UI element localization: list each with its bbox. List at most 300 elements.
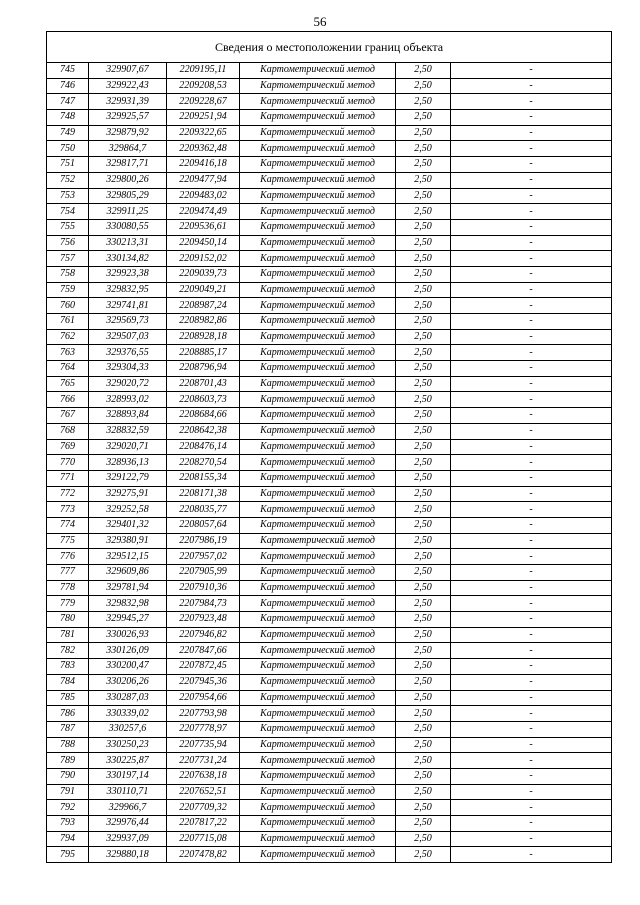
method-cell: Картометрический метод xyxy=(240,94,396,110)
accuracy-cell: 2,50 xyxy=(396,580,451,596)
table-title: Сведения о местоположении границ объекта xyxy=(47,32,612,63)
point-number-cell: 766 xyxy=(47,392,89,408)
note-cell: - xyxy=(451,298,612,314)
method-cell: Картометрический метод xyxy=(240,612,396,628)
note-cell: - xyxy=(451,157,612,173)
method-cell: Картометрический метод xyxy=(240,847,396,863)
method-cell: Картометрический метод xyxy=(240,266,396,282)
point-number-cell: 749 xyxy=(47,125,89,141)
table-row xyxy=(47,455,612,471)
coord-x-cell: 330134,82 xyxy=(89,251,167,267)
method-cell: Картометрический метод xyxy=(240,298,396,314)
table-row xyxy=(47,565,612,581)
accuracy-cell: 2,50 xyxy=(396,188,451,204)
accuracy-cell: 2,50 xyxy=(396,392,451,408)
accuracy-cell: 2,50 xyxy=(396,549,451,565)
accuracy-cell: 2,50 xyxy=(396,282,451,298)
coord-y-cell: 2209416,18 xyxy=(167,157,240,173)
note-cell: - xyxy=(451,455,612,471)
coord-y-cell: 2208982,86 xyxy=(167,314,240,330)
coord-y-cell: 2207945,36 xyxy=(167,674,240,690)
note-cell: - xyxy=(451,643,612,659)
coord-y-cell: 2209362,48 xyxy=(167,141,240,157)
method-cell: Картометрический метод xyxy=(240,596,396,612)
note-cell: - xyxy=(451,721,612,737)
note-cell: - xyxy=(451,423,612,439)
point-number-cell: 790 xyxy=(47,768,89,784)
table-row xyxy=(47,784,612,800)
table-row xyxy=(47,596,612,612)
point-number-cell: 775 xyxy=(47,533,89,549)
method-cell: Картометрический метод xyxy=(240,549,396,565)
table-row xyxy=(47,204,612,220)
point-number-cell: 756 xyxy=(47,235,89,251)
coord-x-cell: 329864,7 xyxy=(89,141,167,157)
note-cell: - xyxy=(451,361,612,377)
point-number-cell: 760 xyxy=(47,298,89,314)
table-row xyxy=(47,831,612,847)
point-number-cell: 770 xyxy=(47,455,89,471)
method-cell: Картометрический метод xyxy=(240,78,396,94)
point-number-cell: 789 xyxy=(47,753,89,769)
point-number-cell: 761 xyxy=(47,314,89,330)
accuracy-cell: 2,50 xyxy=(396,266,451,282)
coord-x-cell: 329879,92 xyxy=(89,125,167,141)
coord-y-cell: 2207817,22 xyxy=(167,816,240,832)
coord-x-cell: 328893,84 xyxy=(89,408,167,424)
table-row xyxy=(47,659,612,675)
accuracy-cell: 2,50 xyxy=(396,753,451,769)
note-cell: - xyxy=(451,706,612,722)
method-cell: Картометрический метод xyxy=(240,643,396,659)
method-cell: Картометрический метод xyxy=(240,737,396,753)
coord-x-cell: 329020,72 xyxy=(89,376,167,392)
method-cell: Картометрический метод xyxy=(240,816,396,832)
point-number-cell: 764 xyxy=(47,361,89,377)
coord-y-cell: 2209483,02 xyxy=(167,188,240,204)
table-row xyxy=(47,345,612,361)
coord-y-cell: 2209474,49 xyxy=(167,204,240,220)
method-cell: Картометрический метод xyxy=(240,251,396,267)
coord-x-cell: 329817,71 xyxy=(89,157,167,173)
method-cell: Картометрический метод xyxy=(240,674,396,690)
coord-x-cell: 329923,38 xyxy=(89,266,167,282)
accuracy-cell: 2,50 xyxy=(396,565,451,581)
point-number-cell: 784 xyxy=(47,674,89,690)
coord-x-cell: 329512,15 xyxy=(89,549,167,565)
note-cell: - xyxy=(451,627,612,643)
coord-y-cell: 2207954,66 xyxy=(167,690,240,706)
method-cell: Картометрический метод xyxy=(240,659,396,675)
coord-y-cell: 2208642,38 xyxy=(167,423,240,439)
point-number-cell: 767 xyxy=(47,408,89,424)
coord-x-cell: 329911,25 xyxy=(89,204,167,220)
coord-y-cell: 2207715,08 xyxy=(167,831,240,847)
accuracy-cell: 2,50 xyxy=(396,361,451,377)
point-number-cell: 748 xyxy=(47,110,89,126)
coord-y-cell: 2207793,98 xyxy=(167,706,240,722)
note-cell: - xyxy=(451,502,612,518)
accuracy-cell: 2,50 xyxy=(396,517,451,533)
accuracy-cell: 2,50 xyxy=(396,141,451,157)
coord-y-cell: 2207847,66 xyxy=(167,643,240,659)
accuracy-cell: 2,50 xyxy=(396,298,451,314)
table-row xyxy=(47,78,612,94)
coord-y-cell: 2209208,53 xyxy=(167,78,240,94)
coord-x-cell: 329931,39 xyxy=(89,94,167,110)
method-cell: Картометрический метод xyxy=(240,392,396,408)
note-cell: - xyxy=(451,800,612,816)
method-cell: Картометрический метод xyxy=(240,439,396,455)
coord-y-cell: 2207984,73 xyxy=(167,596,240,612)
accuracy-cell: 2,50 xyxy=(396,455,451,471)
accuracy-cell: 2,50 xyxy=(396,816,451,832)
note-cell: - xyxy=(451,596,612,612)
point-number-cell: 776 xyxy=(47,549,89,565)
point-number-cell: 763 xyxy=(47,345,89,361)
table-row xyxy=(47,219,612,235)
coord-x-cell: 329925,57 xyxy=(89,110,167,126)
note-cell: - xyxy=(451,251,612,267)
note-cell: - xyxy=(451,690,612,706)
method-cell: Картометрический метод xyxy=(240,110,396,126)
table-row xyxy=(47,533,612,549)
table-row xyxy=(47,172,612,188)
coord-x-cell: 329907,67 xyxy=(89,63,167,79)
table-row xyxy=(47,423,612,439)
boundary-table xyxy=(46,31,612,863)
table-row xyxy=(47,800,612,816)
table-row xyxy=(47,674,612,690)
coord-y-cell: 2209049,21 xyxy=(167,282,240,298)
coord-y-cell: 2207923,48 xyxy=(167,612,240,628)
coord-y-cell: 2207957,02 xyxy=(167,549,240,565)
note-cell: - xyxy=(451,78,612,94)
coord-y-cell: 2209536,61 xyxy=(167,219,240,235)
point-number-cell: 746 xyxy=(47,78,89,94)
point-number-cell: 769 xyxy=(47,439,89,455)
accuracy-cell: 2,50 xyxy=(396,125,451,141)
note-cell: - xyxy=(451,94,612,110)
accuracy-cell: 2,50 xyxy=(396,110,451,126)
point-number-cell: 773 xyxy=(47,502,89,518)
table-row xyxy=(47,314,612,330)
accuracy-cell: 2,50 xyxy=(396,439,451,455)
coord-x-cell: 328832,59 xyxy=(89,423,167,439)
coord-y-cell: 2208796,94 xyxy=(167,361,240,377)
accuracy-cell: 2,50 xyxy=(396,643,451,659)
coord-x-cell: 329507,03 xyxy=(89,329,167,345)
coord-x-cell: 329569,73 xyxy=(89,314,167,330)
method-cell: Картометрический метод xyxy=(240,345,396,361)
accuracy-cell: 2,50 xyxy=(396,204,451,220)
method-cell: Картометрический метод xyxy=(240,204,396,220)
accuracy-cell: 2,50 xyxy=(396,659,451,675)
coord-y-cell: 2207735,94 xyxy=(167,737,240,753)
method-cell: Картометрический метод xyxy=(240,502,396,518)
point-number-cell: 757 xyxy=(47,251,89,267)
coord-y-cell: 2207638,18 xyxy=(167,768,240,784)
accuracy-cell: 2,50 xyxy=(396,831,451,847)
coord-y-cell: 2209450,14 xyxy=(167,235,240,251)
accuracy-cell: 2,50 xyxy=(396,314,451,330)
table-row xyxy=(47,157,612,173)
point-number-cell: 786 xyxy=(47,706,89,722)
note-cell: - xyxy=(451,125,612,141)
accuracy-cell: 2,50 xyxy=(396,502,451,518)
coord-x-cell: 330257,6 xyxy=(89,721,167,737)
coord-y-cell: 2208171,38 xyxy=(167,486,240,502)
coord-y-cell: 2207946,82 xyxy=(167,627,240,643)
accuracy-cell: 2,50 xyxy=(396,706,451,722)
method-cell: Картометрический метод xyxy=(240,533,396,549)
coord-x-cell: 329800,26 xyxy=(89,172,167,188)
note-cell: - xyxy=(451,314,612,330)
point-number-cell: 758 xyxy=(47,266,89,282)
point-number-cell: 777 xyxy=(47,565,89,581)
point-number-cell: 791 xyxy=(47,784,89,800)
point-number-cell: 793 xyxy=(47,816,89,832)
table-row xyxy=(47,721,612,737)
point-number-cell: 755 xyxy=(47,219,89,235)
coord-x-cell: 329805,29 xyxy=(89,188,167,204)
coord-x-cell: 330287,03 xyxy=(89,690,167,706)
table-row xyxy=(47,737,612,753)
method-cell: Картометрический метод xyxy=(240,188,396,204)
table-row xyxy=(47,517,612,533)
point-number-cell: 781 xyxy=(47,627,89,643)
coord-y-cell: 2208270,54 xyxy=(167,455,240,471)
method-cell: Картометрический метод xyxy=(240,753,396,769)
coord-x-cell: 329609,86 xyxy=(89,565,167,581)
point-number-cell: 762 xyxy=(47,329,89,345)
coord-x-cell: 330339,02 xyxy=(89,706,167,722)
note-cell: - xyxy=(451,204,612,220)
table-row xyxy=(47,847,612,863)
note-cell: - xyxy=(451,188,612,204)
table-row xyxy=(47,125,612,141)
table-row xyxy=(47,110,612,126)
note-cell: - xyxy=(451,565,612,581)
coord-y-cell: 2208928,18 xyxy=(167,329,240,345)
accuracy-cell: 2,50 xyxy=(396,800,451,816)
point-number-cell: 782 xyxy=(47,643,89,659)
method-cell: Картометрический метод xyxy=(240,565,396,581)
accuracy-cell: 2,50 xyxy=(396,345,451,361)
coord-y-cell: 2209477,94 xyxy=(167,172,240,188)
table-row xyxy=(47,298,612,314)
method-cell: Картометрический метод xyxy=(240,423,396,439)
table-row xyxy=(47,690,612,706)
note-cell: - xyxy=(451,408,612,424)
point-number-cell: 780 xyxy=(47,612,89,628)
coord-y-cell: 2208476,14 xyxy=(167,439,240,455)
note-cell: - xyxy=(451,282,612,298)
table-row xyxy=(47,643,612,659)
note-cell: - xyxy=(451,376,612,392)
point-number-cell: 765 xyxy=(47,376,89,392)
table-row xyxy=(47,627,612,643)
accuracy-cell: 2,50 xyxy=(396,486,451,502)
point-number-cell: 785 xyxy=(47,690,89,706)
note-cell: - xyxy=(451,831,612,847)
coord-y-cell: 2208987,24 xyxy=(167,298,240,314)
note-cell: - xyxy=(451,235,612,251)
coord-y-cell: 2208035,77 xyxy=(167,502,240,518)
note-cell: - xyxy=(451,486,612,502)
point-number-cell: 783 xyxy=(47,659,89,675)
point-number-cell: 787 xyxy=(47,721,89,737)
coord-y-cell: 2208684,66 xyxy=(167,408,240,424)
point-number-cell: 751 xyxy=(47,157,89,173)
method-cell: Картометрический метод xyxy=(240,768,396,784)
note-cell: - xyxy=(451,580,612,596)
method-cell: Картометрический метод xyxy=(240,721,396,737)
note-cell: - xyxy=(451,659,612,675)
point-number-cell: 795 xyxy=(47,847,89,863)
coord-y-cell: 2207478,82 xyxy=(167,847,240,863)
note-cell: - xyxy=(451,674,612,690)
method-cell: Картометрический метод xyxy=(240,63,396,79)
point-number-cell: 750 xyxy=(47,141,89,157)
coord-x-cell: 329122,79 xyxy=(89,470,167,486)
coord-x-cell: 329922,43 xyxy=(89,78,167,94)
method-cell: Картометрический метод xyxy=(240,627,396,643)
coord-x-cell: 329966,7 xyxy=(89,800,167,816)
table-row xyxy=(47,486,612,502)
method-cell: Картометрический метод xyxy=(240,486,396,502)
accuracy-cell: 2,50 xyxy=(396,376,451,392)
coord-y-cell: 2208701,43 xyxy=(167,376,240,392)
accuracy-cell: 2,50 xyxy=(396,784,451,800)
accuracy-cell: 2,50 xyxy=(396,329,451,345)
coord-x-cell: 329880,18 xyxy=(89,847,167,863)
accuracy-cell: 2,50 xyxy=(396,737,451,753)
table-row xyxy=(47,376,612,392)
note-cell: - xyxy=(451,392,612,408)
method-cell: Картометрический метод xyxy=(240,580,396,596)
accuracy-cell: 2,50 xyxy=(396,627,451,643)
method-cell: Картометрический метод xyxy=(240,141,396,157)
coord-x-cell: 330197,14 xyxy=(89,768,167,784)
accuracy-cell: 2,50 xyxy=(396,596,451,612)
table-row xyxy=(47,612,612,628)
method-cell: Картометрический метод xyxy=(240,376,396,392)
coord-y-cell: 2208885,17 xyxy=(167,345,240,361)
note-cell: - xyxy=(451,737,612,753)
method-cell: Картометрический метод xyxy=(240,219,396,235)
table-row xyxy=(47,580,612,596)
accuracy-cell: 2,50 xyxy=(396,78,451,94)
note-cell: - xyxy=(451,345,612,361)
coord-x-cell: 328993,02 xyxy=(89,392,167,408)
method-cell: Картометрический метод xyxy=(240,314,396,330)
accuracy-cell: 2,50 xyxy=(396,235,451,251)
accuracy-cell: 2,50 xyxy=(396,408,451,424)
accuracy-cell: 2,50 xyxy=(396,768,451,784)
point-number-cell: 794 xyxy=(47,831,89,847)
accuracy-cell: 2,50 xyxy=(396,94,451,110)
coord-y-cell: 2207778,97 xyxy=(167,721,240,737)
coord-y-cell: 2207652,51 xyxy=(167,784,240,800)
point-number-cell: 768 xyxy=(47,423,89,439)
accuracy-cell: 2,50 xyxy=(396,690,451,706)
coord-y-cell: 2209195,11 xyxy=(167,63,240,79)
coord-y-cell: 2207731,24 xyxy=(167,753,240,769)
note-cell: - xyxy=(451,266,612,282)
accuracy-cell: 2,50 xyxy=(396,423,451,439)
table-row xyxy=(47,251,612,267)
coord-x-cell: 330126,09 xyxy=(89,643,167,659)
note-cell: - xyxy=(451,517,612,533)
note-cell: - xyxy=(451,141,612,157)
table-row xyxy=(47,282,612,298)
coord-y-cell: 2208603,73 xyxy=(167,392,240,408)
coord-y-cell: 2209228,67 xyxy=(167,94,240,110)
method-cell: Картометрический метод xyxy=(240,706,396,722)
note-cell: - xyxy=(451,816,612,832)
coord-x-cell: 329832,95 xyxy=(89,282,167,298)
point-number-cell: 788 xyxy=(47,737,89,753)
coord-x-cell: 329832,98 xyxy=(89,596,167,612)
coord-y-cell: 2207872,45 xyxy=(167,659,240,675)
coord-y-cell: 2208155,34 xyxy=(167,470,240,486)
coord-y-cell: 2207910,36 xyxy=(167,580,240,596)
coord-x-cell: 329376,55 xyxy=(89,345,167,361)
coord-x-cell: 329275,91 xyxy=(89,486,167,502)
table-row xyxy=(47,502,612,518)
method-cell: Картометрический метод xyxy=(240,784,396,800)
table-row xyxy=(47,63,612,79)
coord-x-cell: 330080,55 xyxy=(89,219,167,235)
table-row xyxy=(47,706,612,722)
coord-y-cell: 2207709,32 xyxy=(167,800,240,816)
coord-x-cell: 330026,93 xyxy=(89,627,167,643)
table-row xyxy=(47,361,612,377)
method-cell: Картометрический метод xyxy=(240,125,396,141)
note-cell: - xyxy=(451,847,612,863)
method-cell: Картометрический метод xyxy=(240,470,396,486)
coord-x-cell: 329252,58 xyxy=(89,502,167,518)
table-row xyxy=(47,94,612,110)
point-number-cell: 745 xyxy=(47,63,89,79)
table-row xyxy=(47,235,612,251)
method-cell: Картометрический метод xyxy=(240,329,396,345)
table-row xyxy=(47,816,612,832)
method-cell: Картометрический метод xyxy=(240,157,396,173)
note-cell: - xyxy=(451,110,612,126)
method-cell: Картометрический метод xyxy=(240,455,396,471)
coord-y-cell: 2209152,02 xyxy=(167,251,240,267)
method-cell: Картометрический метод xyxy=(240,800,396,816)
note-cell: - xyxy=(451,63,612,79)
accuracy-cell: 2,50 xyxy=(396,172,451,188)
accuracy-cell: 2,50 xyxy=(396,847,451,863)
point-number-cell: 754 xyxy=(47,204,89,220)
coord-y-cell: 2208057,64 xyxy=(167,517,240,533)
method-cell: Картометрический метод xyxy=(240,517,396,533)
table-row xyxy=(47,439,612,455)
point-number-cell: 753 xyxy=(47,188,89,204)
table-row xyxy=(47,549,612,565)
table-row xyxy=(47,470,612,486)
table-row xyxy=(47,141,612,157)
coord-x-cell: 329781,94 xyxy=(89,580,167,596)
coord-x-cell: 329741,81 xyxy=(89,298,167,314)
note-cell: - xyxy=(451,439,612,455)
note-cell: - xyxy=(451,470,612,486)
accuracy-cell: 2,50 xyxy=(396,470,451,486)
